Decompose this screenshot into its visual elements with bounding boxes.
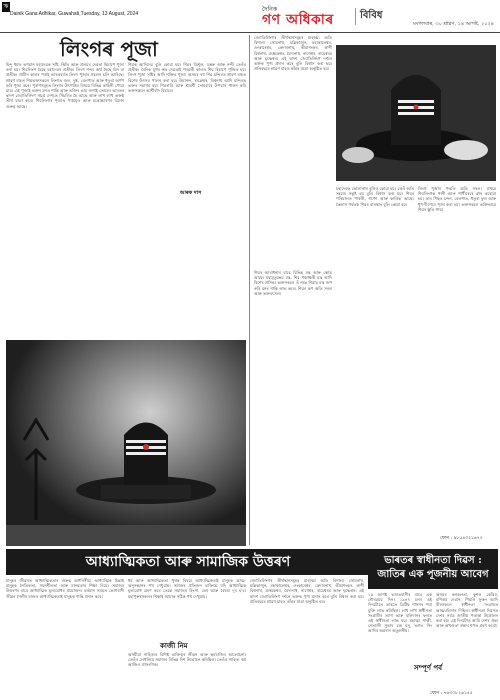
mid-column-1: জ্যোতিৰ্লিংগৰ তীৰ্থস্থানসমূহৰ মাহাত্ম্য অতি বিশাল। সোমনাথ, মল্লিকাৰ্জুন, মহাকালেশ্বৰ, ওংকাৰেশ্বৰ, কেদাৰনাথ, ভীমাশংকৰ, কাশী বিশ্বনাথ, ত্ৰ্যম্বকেশ্বৰ, বৈদ্যনাথ, নাগেশ্বৰ, ৰামেশ্বৰম আৰু ঘৃষ্ণেশ্বৰ। এই দ্বাদশ জ্যোতিৰ্লিংগ দৰ্শনে ভক্তক পুণ্য প্ৰদান কৰে বুলি বিশ্বাস কৰা হয়। প্ৰতিবছৰে শ্ৰাৱণ মাহত কাঁৱৰ যাত্ৰা অনুষ্ঠিত হয়। — [254, 35, 332, 72]
linga-author: আৰক দাস — [180, 190, 202, 196]
publication-line: Dainik Gana Adhikar, Guwahati,Tuesday, 13 August, 2024 — [10, 11, 139, 17]
masthead — [0, 0, 500, 33]
linga-column-1: হিন্দু ধৰ্মত ভগৱান মহাদেৱক সৃষ্টি, স্থিতি আৰু প্ৰলয়ৰ দেৱতা হিচাপে পূজা কৰা হয়। শিৱলিংগ হৈছে মহাদেৱৰ প্ৰতীক। লিংগ শব্দৰ অৰ্থ হৈছে চিন বা প্ৰতীক। প্ৰাচীন কালৰ পৰাই ভাৰতবৰ্ষত লিংগ পূজাৰ প্ৰচলন চলি আহিছে। শ্ৰাৱণ মাহত শিৱভক্তসকলে লিংগত জল, দুগ্ধ, বেলপাত আৰু ধতুৰা অৰ্পণ কৰি পূজা কৰে। পুৰাণসমূহত লিংগৰ উৎপত্তিৰ বিষয়ে বিভিন্ন কাহিনী পোৱা যায়। এই পূজাই ভক্তৰ মনত শান্তি আৰু ভক্তিৰ ভাৱ জগাই তোলে। ভাৰতৰ দ্বাদশ জ্যোতিৰ্লিংগ সমগ্ৰ দেশতে সিঁচৰিত হৈ আছে আৰু লাখ লাখ ভক্তই তীৰ্থ যাত্ৰা কৰে। শিৱলিংগৰ পূজাত পঞ্চামৃত আৰু মন্ত্ৰোচ্চাৰণৰ বিশেষ গুৰুত্ব আছে। — [6, 62, 124, 109]
independence-phone: ফোন : ৭৬৩০৮২৬১৫৫ — [430, 691, 473, 696]
kanchi-column: অসমীয়া সাহিত্যৰ বিশিষ্ট ব্যক্তিত্বৰ জীৱন আৰু কৰ্মৰাজিৰ আলোচনা। তেওঁৰ লেখনিয়ে সমাজৰ বিভিন্ন দিশ উন্মোচন কৰিছিল। তেওঁৰ সাহিত্য কৰ্ম আজিও প্ৰাসংগিক। — [128, 652, 246, 668]
publisher-logo: ঋ — [3, 3, 9, 10]
issue-date: মংগলবাৰ, ৩০ শ্ৰাৱণ, ১৪ আগষ্ট, ২০২৪ — [413, 21, 494, 27]
independence-subhead: সম্পূৰ্ণ পৰ্ব — [414, 663, 443, 672]
kanchi-headline: কাজী নিম — [160, 641, 188, 650]
adhyatma-column-3: জ্যোতিৰ্লিংগৰ তীৰ্থস্থানসমূহৰ মাহাত্ম্য অতি বিশাল। সোমনাথ, মল্লিকাৰ্জুন, মহাকালেশ্বৰ, ওংকাৰেশ্বৰ, কেদাৰনাথ, ভীমাশংকৰ, কাশী বিশ্বনাথ, ত্ৰ্যম্বকেশ্বৰ, বৈদ্যনাথ, নাগেশ্বৰ, ৰামেশ্বৰম আৰু ঘৃষ্ণেশ্বৰ। এই দ্বাদশ জ্যোতিৰ্লিংগ দৰ্শনে ভক্তক পুণ্য প্ৰদান কৰে বুলি বিশ্বাস কৰা হয়। প্ৰতিবছৰে শ্ৰাৱণ মাহত কাঁৱৰ যাত্ৰা অনুষ্ঠিত হয়। — [250, 578, 364, 604]
linga-column-2: শিৱক আদিদেৱ বুলি কোৱা হয়। শিৱৰ ত্ৰিশূল, ডম্বৰু আৰু নন্দী তেওঁৰ প্ৰতীক। বৈদিক যুগৰ ৰুদ্ৰ দেৱতাই পৰৱৰ্তী কালত শিৱ হিচাপে পূজিত হয়। লিংগ পূজা সৃষ্টিৰ আদি শক্তিৰ পূজা। অসমৰ বহু শিৱ মন্দিৰত শ্ৰাৱণ মাহত বিশেষ উৎসৱ পালন কৰা হয়। উমানন্দ, শুক্লেশ্বৰ, বিশ্বনাথ আদি মন্দিৰত ভক্তৰ সমাগম হয়। শিৱৰাত্ৰি আৰু শ্ৰাৱণী সোমবাৰে উপবাস পালন কৰি ভক্তসকলে আশীৰ্বাদ বিচাৰে। — [128, 62, 246, 94]
independence-headline — [368, 549, 498, 589]
shiva-idol-photo — [336, 45, 496, 181]
newspaper-title: গণ অধিকাৰ — [262, 12, 334, 28]
column-divider — [249, 35, 250, 545]
daily-label: দৈনিক — [262, 6, 278, 13]
independence-column-1: ১৫ আগষ্ট ভাৰতবাসীৰ বাবে এক গৌৰৱময় দিন। ১৯৪৭ চনৰ এই দিনটোতে ভাৰতে ব্ৰিটিছ শাসনৰ পৰা মুক্তি লাভ কৰিছিল। লাখ লাখ স্বাধীনতা সংগ্ৰামীৰ ত্যাগ আৰু বলিদানৰ ফলত এই স্বাধীনতা লাভ হয়। মহাত্মা গান্ধী, নেতাজী সুভাষ চন্দ্ৰ বসু, ভগত সিং আদিৰ অৱদান অতুলনীয়। — [368, 592, 432, 634]
shiva-idol-illustration — [336, 45, 496, 181]
independence-headline-line2: জাতিৰ এক পূজনীয় আবেগ — [377, 569, 489, 580]
right-phone: ফোন : ৯৮৫৪৩২১৬৭০ — [440, 536, 483, 541]
linga-headline: লিংগৰ পূজা — [60, 37, 158, 61]
mid-column-1b: শিৱৰ আৰাধনাৰ বাবে বিভিন্ন মন্ত্ৰ আৰু স্তোত্ৰ আছে। মহামৃত্যুঞ্জয় মন্ত্ৰ, শিৱ পঞ্চাক্ষৰী মন্ত্ৰ আদি বিশেষ প্ৰসিদ্ধ। ভক্তসকলে ওঁ নমঃ শিৱায় মন্ত্ৰ জপ কৰি মনৰ শান্তি লাভ কৰে। শিৱৰ ৰূপ অতি সৰল আৰু ভক্তবৎসল। — [254, 270, 332, 296]
section-label: বিবিধ — [355, 8, 382, 25]
independence-column-2: অসমৰ কনকলতা, কুশল কোঁৱৰ, মণিৰাম দেৱান, পিয়লি ফুকন আদি বীৰসকলে স্বাধীনতা সংগ্ৰামত আত্মবলিদান দিছিল। স্বাধীনতা দিৱসত দেশৰ সৰ্বত্ৰ জাতীয় পতাকা উত্তোলন কৰা হয়। এই দিনটোত আমি দেশৰ ঐক্য আৰু অখণ্ডতা ৰক্ষাৰ শপত গ্ৰহণ কৰো। — [436, 592, 498, 629]
mid-column-2: মহাদেৱক ভোলানাথ বুলিও কোৱা হয়। তেওঁ অতি সহজে সন্তুষ্ট হয় বুলি বিশ্বাস কৰা হয়। শিৱৰ পৰিয়ালত পাৰ্বতী, গণেশ আৰু কাৰ্তিক আছে। কৈলাস পৰ্বতক শিৱৰ বাসস্থান বুলি কোৱা হয়। — [336, 186, 414, 207]
right-column: লিংগ পূজাৰ পদ্ধতি অতি সৰল। প্ৰথমে শিৱলিংগক পানী আৰু গাখীৰেৰে স্নান কৰোৱা হয়। তাৰ পিছত চন্দন, বেলপাত, ধতুৰা ফুল আৰু ধূপ-দীপেৰে পূজা কৰা হয়। ভক্তসকলে ভক্তিভাৱে শিৱৰ স্তুতি গায়। — [418, 186, 496, 212]
adhyatma-column-1: মানুহৰ জীৱনত আধ্যাত্মিকতাৰ গুৰুত্ব অপৰিসীম। আধ্যাত্মিক চিন্তাই মানুহক নৈতিকতা, সহনশীলতা আৰু মানৱতাৰ শিক্ষা দিয়ে। সমাজৰ উত্তৰণৰ বাবে আধ্যাত্মিক মূল্যবোধৰ প্ৰয়োজন। বৰ্তমান সময়ত ভোগবাদী জীৱন শৈলীৰ মাজত আধ্যাত্মিকতাই মানুহক শান্তি প্ৰদান কৰে। — [6, 578, 124, 599]
adhyatma-column-2: ধৰ্ম আৰু আধ্যাত্মিকতা পৃথক বিষয়। আধ্যাত্মিকতাই মানুহক আত্ম-অনুসন্ধানৰ পথ দেখুৱায়। সমাজৰ প্ৰতিজন ব্যক্তিয়ে যদি আধ্যাত্মিক মূল্যবোধ গ্ৰহণ কৰে তেন্তে সমাজত হিংসা, দ্বেষ আৰু বৈষম্য দূৰ হ'ব। মহাপুৰুষসকলৰ শিক্ষাই আমাক সঠিক পথ দেখুৱায়। — [128, 578, 246, 599]
independence-headline-line1: ভাৰতৰ স্বাধীনতা দিৱস : — [384, 555, 482, 566]
adhyatma-headline: আধ্যাত্মিকতা আৰু সামাজিক উত্তৰণ — [6, 549, 370, 575]
shiva-linga-photo — [6, 340, 246, 546]
shiva-linga-illustration — [6, 340, 246, 546]
